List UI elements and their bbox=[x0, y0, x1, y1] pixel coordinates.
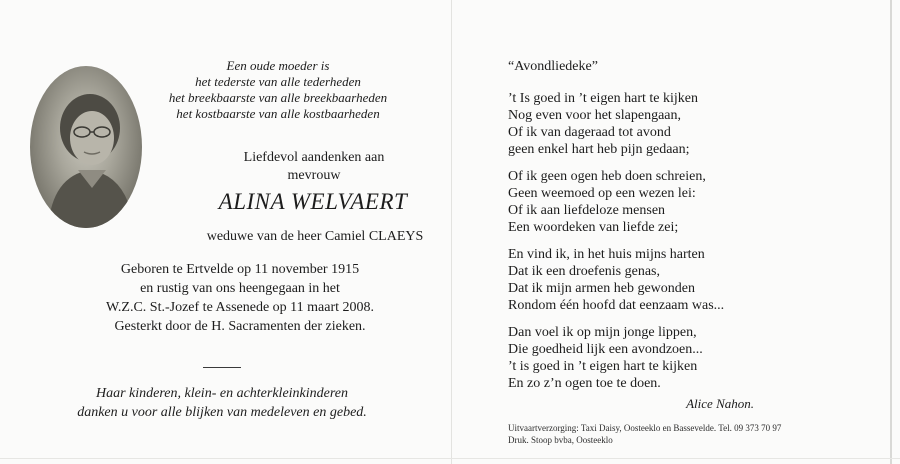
life-line: en rustig van ons heengegaan in het bbox=[140, 281, 340, 296]
poem-line: Geen weemoed op een wezen lei: bbox=[508, 186, 696, 201]
poem-line: ’t is goed in ’t eigen hart te kijken bbox=[508, 359, 698, 374]
poem-line: ’t Is goed in ’t eigen hart te kijken bbox=[508, 91, 698, 106]
poem-line: Rondom één hoofd dat eenzaam was... bbox=[508, 298, 725, 313]
poem-title: “Avondliedeke” bbox=[508, 59, 598, 74]
honorific: mevrouw bbox=[287, 168, 341, 183]
verse-line: het kostbaarste van alle kostbaarheden bbox=[176, 106, 380, 121]
in-memory-heading: Liefdevol aandenken aan bbox=[243, 150, 385, 165]
poem-line: En zo z’n ogen toe te doen. bbox=[508, 376, 661, 391]
poem-line: Die goedheid lijk een avondzoen... bbox=[508, 342, 703, 357]
stanza bbox=[508, 168, 724, 236]
portrait-figure bbox=[30, 66, 142, 228]
widow-of: weduwe van de heer Camiel CLAEYS bbox=[206, 229, 424, 244]
poem-author: Alice Nahon. bbox=[686, 396, 754, 411]
card-edge bbox=[890, 0, 892, 464]
thanks-line: Haar kinderen, klein- en achterkleinkinderen bbox=[95, 386, 349, 401]
opening-verse bbox=[150, 58, 406, 122]
stanza bbox=[508, 246, 724, 314]
portrait-photo bbox=[30, 66, 142, 228]
stanza bbox=[508, 324, 724, 392]
stanza bbox=[508, 90, 724, 158]
life-details bbox=[60, 260, 420, 336]
poem-line: Dat ik een droefenis genas, bbox=[508, 264, 660, 279]
life-line: W.Z.C. St.-Jozef te Assenede op 11 maart 2008. bbox=[105, 300, 375, 315]
poem-line: Dan voel ik op mijn jonge lippen, bbox=[508, 325, 697, 340]
verse-line: Een oude moeder is bbox=[226, 58, 330, 73]
life-line: Gesterkt door de H. Sacramenten der zieken. bbox=[114, 319, 366, 334]
deceased-name: ALINA WELVAERT bbox=[218, 189, 408, 214]
poem-line: Of ik van dageraad tot avond bbox=[508, 125, 671, 140]
poem-line: Nog even voor het slapengaan, bbox=[508, 108, 681, 123]
poem-line: En vind ik, in het huis mijns harten bbox=[508, 247, 705, 262]
printer-credit: Druk. Stoop bvba, Oosteeklo bbox=[508, 435, 613, 445]
verse-line: het breekbaarste van alle breekbaarheden bbox=[168, 90, 388, 105]
thanks-line: danken u voor alle blijken van medeleven en gebed. bbox=[77, 405, 367, 420]
thanks-note bbox=[40, 384, 404, 422]
life-line: Geboren te Ertvelde op 11 november 1915 bbox=[120, 262, 360, 277]
card-fold-line bbox=[451, 0, 452, 464]
poem-line: Een woordeken van liefde zei; bbox=[508, 220, 679, 235]
poem-line: geen enkel hart heb pijn gedaan; bbox=[508, 142, 690, 157]
card-bottom-edge bbox=[0, 458, 900, 459]
divider bbox=[203, 367, 241, 368]
poem-body bbox=[508, 90, 724, 402]
funeral-home-credit: Uitvaartverzorging: Taxi Daisy, Oosteeklo en Bassevelde. Tel. 09 373 70 97 bbox=[508, 423, 782, 433]
poem-line: Of ik geen ogen heb doen schreien, bbox=[508, 169, 706, 184]
poem-line: Dat ik mijn armen heb gewonden bbox=[508, 281, 696, 296]
poem-line: Of ik aan liefdeloze mensen bbox=[508, 203, 666, 218]
verse-line: het tederste van alle tederheden bbox=[195, 74, 361, 89]
